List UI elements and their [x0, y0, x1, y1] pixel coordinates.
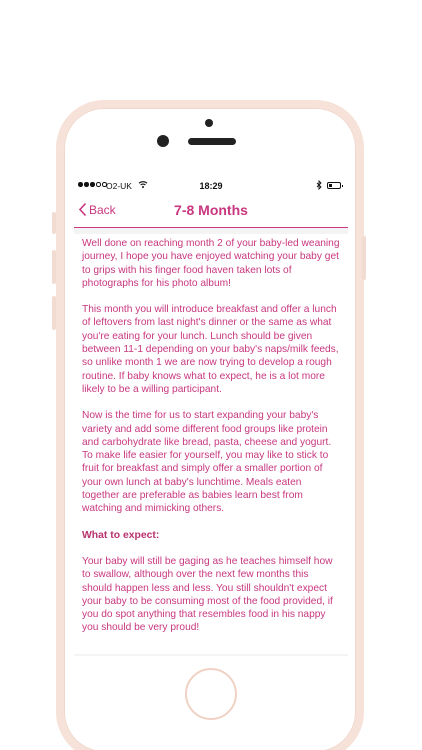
volume-down-button [52, 296, 56, 330]
page-title: 7-8 Months [174, 202, 248, 218]
volume-up-button [52, 250, 56, 284]
status-time: 18:29 [199, 181, 223, 191]
article-paragraph: Your baby will still be gaging as he teaches himself how to swallow, although over the next few months this should happen less and less. You still shouldn't expect your baby to be consuming most of the food provided, if you do spot anything that resembles food in his nappy you should be very proud! [82, 555, 333, 634]
earpiece-speaker [188, 138, 236, 145]
battery-level [329, 184, 332, 187]
article-paragraph: This month you will introduce breakfast and offer a lunch of leftovers from last night's dinner or the same as what you're eating for your lunch. Lunch should be given between 11-1 depending on your baby's naps/milk feeds, so unlike month 1 we are now trying to develop a rough routine. If baby knows what to expect, he is a lot more likely to be a willing participant. [82, 304, 339, 395]
mute-switch [52, 212, 56, 234]
section-heading: What to expect: [82, 529, 160, 541]
bluetooth-icon [316, 180, 322, 192]
back-label: Back [89, 202, 116, 217]
status-bar [74, 178, 348, 194]
front-camera [157, 135, 169, 147]
proximity-sensor [205, 119, 213, 127]
article-paragraph: Now is the time for us to start expanding your baby's variety and add some different food groups like protein and carbohydrate like bread, pasta, cheese and yogurt. To make life easier for yourself, you may like to stick to fruit for breakfast and simply offer a smaller portion of your own lunch at baby's lunchtime. Meals eaten together are preferable as babies learn best from watching and mimicking others. [82, 410, 332, 515]
battery-icon [327, 182, 341, 189]
article-content [74, 234, 348, 654]
carrier-name: O2-UK [106, 181, 132, 191]
article-paragraph: Well done on reaching month 2 of your baby-led weaning journey, I hope you have enjoyed watching your baby get to grips with his finger food haven taken lots of photographs for his photo album! [82, 238, 340, 289]
home-button[interactable] [185, 668, 237, 720]
phone-screen [74, 178, 348, 656]
power-button [362, 236, 366, 280]
navigation-bar [74, 194, 348, 228]
